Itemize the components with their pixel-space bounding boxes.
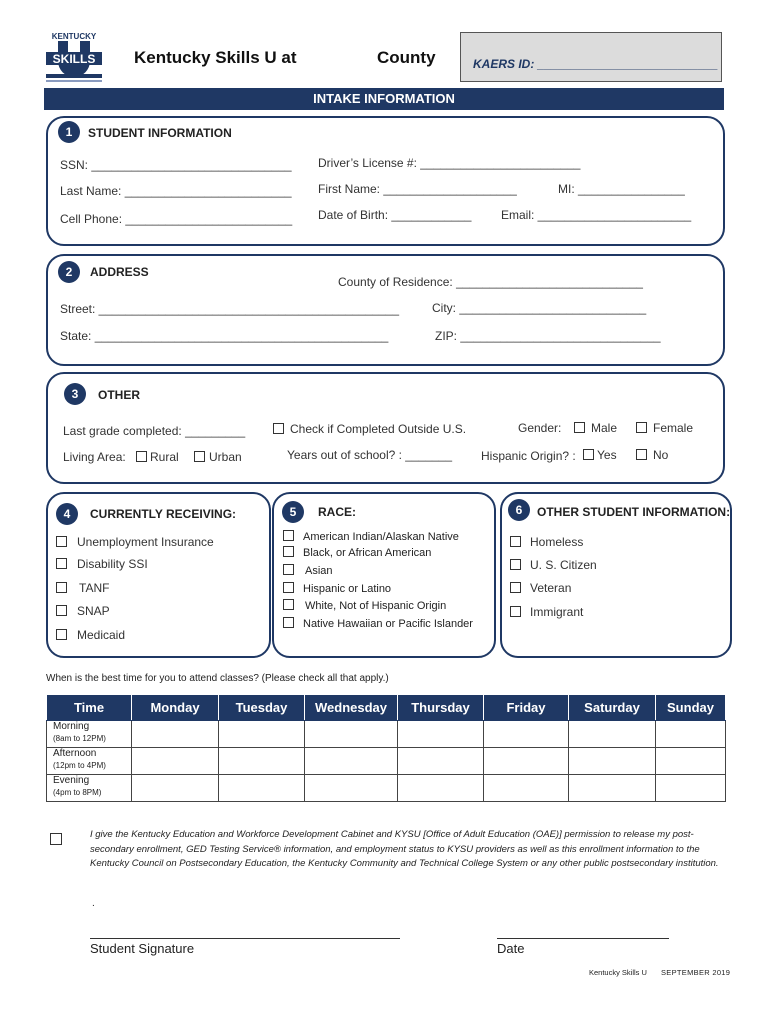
checkbox-label: Asian	[305, 565, 333, 577]
footer-date: SEPTEMBER 2019	[661, 968, 731, 977]
checkbox-icon	[56, 536, 67, 547]
col-header-sunday: Sunday	[656, 695, 726, 721]
gender-label: Gender:	[518, 421, 562, 435]
receiving-disability-checkbox[interactable]	[56, 557, 148, 571]
row-label-morning	[47, 721, 132, 748]
homeless-checkbox[interactable]	[510, 535, 583, 549]
outside-us-checkbox[interactable]	[273, 422, 466, 436]
race-title: RACE:	[318, 505, 356, 519]
section-number-3: 3	[64, 383, 86, 405]
checkbox-icon	[636, 449, 647, 460]
us-citizen-checkbox[interactable]	[510, 558, 597, 572]
time-hours: (8am to 12PM)	[53, 734, 106, 743]
section-number-4: 4	[56, 503, 78, 525]
kaers-id-box[interactable]	[460, 32, 722, 82]
checkbox-icon	[283, 546, 294, 557]
checkbox-icon	[283, 599, 294, 610]
checkbox-label: Hispanic or Latino	[303, 583, 392, 595]
other-title: OTHER	[98, 388, 140, 402]
table-row	[47, 775, 726, 802]
cell-phone-field[interactable]: Cell Phone: _________________________	[60, 212, 293, 226]
receiving-snap-checkbox[interactable]	[56, 604, 110, 618]
consent-dot: .	[92, 898, 95, 909]
hispanic-yes-checkbox[interactable]	[583, 448, 617, 462]
immigrant-checkbox[interactable]	[510, 605, 583, 619]
checkbox-icon	[510, 536, 521, 547]
table-cell[interactable]	[569, 748, 656, 775]
mi-field[interactable]: MI: ________________	[558, 182, 685, 196]
checkbox-label: White, Not of Hispanic Origin	[305, 600, 447, 612]
section-number-1: 1	[58, 121, 80, 143]
race-asian-checkbox[interactable]	[283, 564, 333, 577]
urban-checkbox[interactable]	[194, 450, 242, 464]
table-cell[interactable]	[484, 775, 569, 802]
male-label: Male	[591, 421, 618, 435]
intake-information-bar: INTAKE INFORMATION	[44, 88, 724, 110]
time-label: Afternoon	[53, 748, 97, 759]
table-cell[interactable]	[219, 775, 305, 802]
col-header-friday: Friday	[484, 695, 569, 721]
address-title: ADDRESS	[90, 265, 149, 279]
table-cell[interactable]	[398, 748, 484, 775]
col-header-saturday: Saturday	[569, 695, 656, 721]
kaers-id-label: KAERS ID: ___________________________	[473, 57, 718, 71]
no-label: No	[653, 448, 669, 462]
ssn-field[interactable]: SSN: ______________________________	[60, 158, 292, 172]
checkbox-icon	[56, 558, 67, 569]
checkbox-icon	[56, 582, 67, 593]
table-cell[interactable]	[569, 721, 656, 748]
checkbox-label: Native Hawaiian or Pacific Islander	[303, 618, 473, 630]
table-row	[47, 721, 726, 748]
receiving-medicaid-checkbox[interactable]	[56, 628, 125, 642]
checkbox-label: TANF	[79, 581, 110, 595]
drivers-license-field[interactable]: Driver’s License #: ________________________	[318, 156, 581, 170]
checkbox-icon	[583, 449, 594, 460]
hispanic-origin-label: Hispanic Origin? :	[481, 449, 576, 463]
table-cell[interactable]	[656, 775, 726, 802]
table-cell[interactable]	[305, 721, 398, 748]
checkbox-icon	[283, 564, 294, 575]
gender-female-checkbox[interactable]	[636, 421, 693, 435]
county-title: County	[377, 48, 436, 67]
veteran-checkbox[interactable]	[510, 581, 571, 595]
checkbox-label: Veteran	[530, 581, 572, 595]
living-area-label: Living Area:	[63, 450, 126, 464]
outside-us-label: Check if Completed Outside U.S.	[290, 422, 467, 436]
race-native-hawaiian-checkbox[interactable]	[283, 617, 473, 630]
last-name-field[interactable]: Last Name: _________________________	[60, 184, 292, 198]
student-signature-label: Student Signature	[90, 941, 195, 956]
city-field[interactable]: City: ____________________________	[432, 301, 647, 315]
col-header-time: Time	[47, 695, 132, 721]
checkbox-icon	[574, 422, 585, 433]
female-label: Female	[653, 421, 694, 435]
time-label: Morning	[53, 721, 90, 732]
table-cell[interactable]	[219, 721, 305, 748]
checkbox-icon	[510, 606, 521, 617]
form-title: Kentucky Skills U at	[134, 48, 297, 67]
last-grade-field[interactable]: Last grade completed: _________	[63, 424, 246, 438]
kentucky-skills-u-logo	[44, 30, 104, 84]
checkbox-icon	[50, 833, 62, 845]
checkbox-label: U. S. Citizen	[530, 558, 597, 572]
race-white-checkbox[interactable]	[283, 599, 446, 612]
consent-checkbox[interactable]	[50, 833, 68, 847]
table-cell[interactable]	[484, 748, 569, 775]
col-header-monday: Monday	[132, 695, 219, 721]
col-header-tuesday: Tuesday	[219, 695, 305, 721]
schedule-table	[46, 694, 726, 802]
email-field[interactable]: Email: _______________________	[501, 208, 692, 222]
schedule-question: When is the best time for you to attend classes? (Please check all that apply.)	[46, 673, 389, 684]
time-hours: (12pm to 4PM)	[53, 761, 106, 770]
yes-label: Yes	[597, 448, 617, 462]
table-cell[interactable]	[305, 775, 398, 802]
table-cell[interactable]	[398, 721, 484, 748]
section-number-6: 6	[508, 499, 530, 521]
rural-label: Rural	[150, 450, 179, 464]
years-out-of-school-field[interactable]: Years out of school? : _______	[287, 448, 453, 462]
urban-label: Urban	[209, 450, 242, 464]
currently-receiving-title: CURRENTLY RECEIVING:	[90, 507, 237, 521]
logo-top-text: KENTUCKY	[51, 32, 97, 41]
hispanic-no-checkbox[interactable]	[636, 448, 668, 462]
checkbox-icon	[283, 530, 294, 541]
checkbox-label: American Indian/Alaskan Native	[303, 531, 459, 543]
logo-main-text: SKILLS	[52, 52, 96, 66]
col-header-thursday: Thursday	[398, 695, 484, 721]
checkbox-icon	[136, 451, 147, 462]
checkbox-icon	[194, 451, 205, 462]
rural-checkbox[interactable]	[136, 450, 179, 464]
checkbox-icon	[56, 629, 67, 640]
county-of-residence-field[interactable]: County of Residence: ____________________________	[338, 275, 643, 289]
zip-field[interactable]: ZIP: ______________________________	[435, 329, 661, 343]
table-cell[interactable]	[132, 721, 219, 748]
checkbox-icon	[510, 582, 521, 593]
street-field[interactable]: Street: _____________________________________________	[60, 302, 400, 316]
table-cell[interactable]	[305, 748, 398, 775]
section-number-5: 5	[282, 501, 304, 523]
checkbox-label: Immigrant	[530, 605, 584, 619]
footer-org: Kentucky Skills U	[589, 968, 647, 977]
table-cell[interactable]	[484, 721, 569, 748]
race-black-checkbox[interactable]	[283, 546, 431, 559]
gender-male-checkbox[interactable]	[574, 421, 617, 435]
table-cell[interactable]	[656, 721, 726, 748]
table-cell[interactable]	[219, 748, 305, 775]
state-field[interactable]: State: ____________________________________________	[60, 329, 389, 343]
time-label: Evening	[53, 775, 90, 786]
first-name-field[interactable]: First Name: ____________________	[318, 182, 517, 196]
consent-text: I give the Kentucky Education and Workforce Development Cabinet and KYSU [Office of Adult Education (OAE)] permission to release my post-secondary enrollment, GED Testing Service® information, and employment status to KYSU providers as well as this enrollment information to the Kentucky Council on Postsecondary Education, the Kentucky Community and Technical College System or any other public postsecondary institution.	[90, 829, 719, 869]
checkbox-icon	[510, 559, 521, 570]
checkbox-icon	[56, 605, 67, 616]
table-row	[47, 748, 726, 775]
table-cell[interactable]	[569, 775, 656, 802]
checkbox-label: Disability SSI	[77, 557, 148, 571]
checkbox-icon	[283, 582, 294, 593]
table-cell[interactable]	[398, 775, 484, 802]
checkbox-label: Medicaid	[77, 628, 126, 642]
student-signature-line[interactable]	[90, 938, 400, 939]
student-information-title: STUDENT INFORMATION	[88, 126, 232, 140]
receiving-tanf-checkbox[interactable]	[56, 581, 109, 595]
checkbox-icon	[273, 423, 284, 434]
checkbox-label: Unemployment Insurance	[77, 535, 214, 549]
checkbox-label: SNAP	[77, 604, 110, 618]
schedule-header-row	[47, 695, 726, 721]
time-hours: (4pm to 8PM)	[53, 788, 102, 797]
race-hispanic-checkbox[interactable]	[283, 582, 391, 595]
table-cell[interactable]	[656, 748, 726, 775]
table-cell[interactable]	[132, 748, 219, 775]
date-label: Date	[497, 941, 525, 956]
date-of-birth-field[interactable]: Date of Birth: ____________	[318, 208, 472, 222]
row-label-afternoon	[47, 748, 132, 775]
col-header-wednesday: Wednesday	[305, 695, 398, 721]
row-label-evening	[47, 775, 132, 802]
section-number-2: 2	[58, 261, 80, 283]
date-line[interactable]	[497, 938, 669, 939]
checkbox-label: Black, or African American	[303, 547, 432, 559]
table-cell[interactable]	[132, 775, 219, 802]
checkbox-icon	[283, 617, 294, 628]
other-student-information-title: OTHER STUDENT INFORMATION:	[537, 505, 731, 519]
checkbox-icon	[636, 422, 647, 433]
race-american-indian-checkbox[interactable]	[283, 530, 459, 543]
checkbox-label: Homeless	[530, 535, 584, 549]
receiving-unemployment-checkbox[interactable]	[56, 535, 214, 549]
